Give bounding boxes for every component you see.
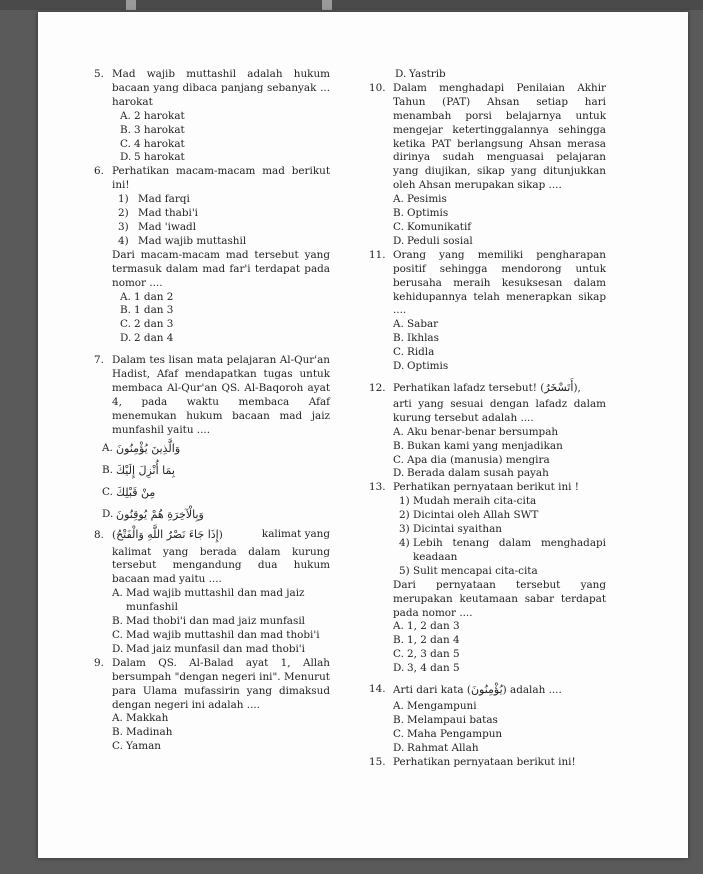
question-number: 11. [369, 248, 386, 261]
option: C. Yaman [112, 740, 161, 753]
option: D. Mad jaiz munfasil dan mad thobi'i [112, 642, 305, 655]
option: C. Apa dia (manusia) mengira [393, 453, 550, 466]
option: B. 3 harokat [120, 123, 185, 136]
question-13 [369, 481, 606, 495]
option: A. 1 dan 2 [120, 290, 174, 303]
option: B. Melampaui batas [393, 713, 498, 726]
list-item: 1) Mudah meraih cita-cita [399, 495, 537, 508]
right-column [369, 68, 606, 770]
arabic-word: يُؤْمِنُونَ [470, 682, 503, 696]
option: B. Bukan kami yang menjadikan [393, 439, 563, 452]
question-text: kalimat yang berada dalam kurung tersebut mengandung dua hukum bacaan mad yaitu .... [112, 545, 330, 586]
arabic-word: أَتَسْخَرُ [544, 381, 574, 395]
question-text: Dari macam-macam mad tersebut yang termasuk dalam mad far'i terdapat pada nomor .... [112, 248, 330, 289]
question-text: Mad wajib muttashil adalah hukum bacaan yang dibaca panjang sebanyak ... harokat [112, 68, 330, 108]
question-number: 12. [369, 381, 386, 394]
question-15 [369, 756, 606, 770]
option: B. Mad thobi'i dan mad jaiz munfasil [112, 615, 305, 628]
list-item: 4) Lebih tenang dalam menghadapi keadaan [399, 537, 606, 563]
option: A. Sabar [393, 318, 439, 331]
question-text: Dari pernyataan tersebut yang merupakan keutamaan sabar terdapat pada nomor .... [393, 578, 606, 619]
question-text-lead: kalimat yang [261, 528, 330, 541]
question-number: 15. [369, 755, 386, 768]
question-5 [94, 68, 330, 110]
question-text: adalah .... [510, 683, 562, 696]
option: D. Optimis [393, 360, 449, 373]
question-text: Dalam tes lisan mata pelajaran Al-Qur'an Hadist, Afaf mendapatkan tugas untuk membaca Al-Qur'an QS. Al-Baqoroh ayat 4, pada waktu membaca Afaf menemukan hukum bacaan mad jaiz munfashil yaitu .... [112, 354, 330, 436]
question-number: 10. [369, 81, 386, 94]
question-text: arti yang sesuai dengan lafadz dalam kurung tersebut adalah .... [393, 397, 606, 424]
option: D. Rahmat Allah [393, 741, 479, 754]
question-number: 7. [94, 354, 104, 367]
question-text: Dalam QS. Al-Balad ayat 1, Allah bersumpah "dengan negeri ini". Menurut para Ulama mufassirin yang dimaksud dengan negeri ini adalah .... [112, 656, 330, 711]
option: A. Mengampuni [393, 700, 477, 713]
option: A. Aku benar-benar bersumpah [393, 425, 559, 438]
question-9 [94, 657, 330, 713]
list-item: 2) Dicintai oleh Allah SWT [399, 509, 539, 522]
option: C. Mad wajib muttashil dan mad thobi'i [112, 629, 320, 641]
question-6 [94, 165, 330, 193]
option: B. Ikhlas [393, 332, 439, 345]
option: C. Komunikatif [393, 220, 472, 233]
option: B. Madinah [112, 726, 173, 739]
question-text: Orang yang memiliki pengharapan positif sehingga mendorong untuk berusaha meraih kesuksesan dalam kehidupannya telah menerapkan sikap .... [393, 248, 606, 317]
option: C. 2 dan 3 [120, 318, 174, 331]
option: C. Ridla [393, 346, 435, 359]
list-item: 3) Dicintai syaithan [399, 523, 502, 536]
left-column [94, 68, 330, 754]
option: C. 4 harokat [120, 137, 185, 150]
scroll-handle[interactable] [322, 0, 332, 10]
question-text: Perhatikan pernyataan berikut ini ! [393, 481, 579, 494]
list-item: 1) Mad farqi [118, 193, 190, 206]
question-number: 8. [94, 528, 104, 541]
question-12: 12. Perhatikan lafadz tersebut! (أَتَسْخَرُ), [369, 381, 581, 395]
option: D. 2 dan 4 [120, 332, 174, 345]
option: A. Pesimis [393, 193, 447, 206]
question-number: 6. [94, 165, 104, 178]
question-text: Dalam menghadapi Penilaian Akhir Tahun (PAT) Ahsan setiap hari menambah porsi belajarnya untuk mengejar ketertinggalannya sehingga ketika PAT berlangsung Ahsan merasa dirinya sudah menguasai pelajaran yang diujikan, sikap yang ditunjukkan oleh Ahsan merupakan sikap .... [393, 81, 606, 192]
question-text: Perhatikan macam-macam mad berikut ini! [112, 165, 330, 192]
option: D. Berada dalam susah payah [393, 467, 549, 480]
option: B. 1 dan 3 [120, 304, 174, 317]
option: A. 1, 2 dan 3 [393, 620, 460, 633]
option: D. Peduli sosial [393, 234, 473, 247]
option: D. 3, 4 dan 5 [393, 662, 460, 675]
arabic-phrase: إِذَا جَاءَ نَصْرُ اللَّهِ وَالْفَتْحُ [116, 528, 219, 542]
question-7 [94, 354, 330, 437]
viewer-top-bar [0, 0, 703, 10]
list-item: 4) Mad wajib muttashil [118, 234, 247, 247]
question-number: 13. [369, 481, 386, 494]
question-text: Arti dari kata [393, 683, 464, 696]
option: A. Mad wajib muttashil dan mad jaiz munfashil [112, 587, 305, 614]
option: D. 5 harokat [120, 151, 185, 164]
question-number: 14. [369, 683, 386, 696]
scroll-handle[interactable] [126, 0, 136, 10]
option: D. Yastrib [395, 68, 446, 80]
question-text: Perhatikan pernyataan berikut ini! [393, 755, 576, 768]
document-page [38, 12, 688, 858]
option: A. Makkah [112, 712, 169, 725]
option: B. بِمَا أُنْزِلَ إِلَيْكَ [102, 463, 175, 477]
option: B. Optimis [393, 207, 449, 220]
question-14: 14. Arti dari kata (يُؤْمِنُونَ) adalah .... [369, 682, 562, 696]
option: B. 1, 2 dan 4 [393, 634, 460, 647]
question-10 [369, 82, 606, 193]
option: C. مِنْ قَبْلِكَ [102, 485, 156, 499]
option: A. 2 harokat [120, 109, 185, 122]
question-text: Perhatikan lafadz tersebut! [393, 382, 537, 395]
list-item: 5) Sulit mencapai cita-cita [399, 564, 538, 577]
question-11 [369, 249, 606, 319]
option: C. Maha Pengampun [393, 727, 503, 740]
option: A. وَالَّذِينَ يُؤْمِنُونَ [102, 441, 181, 455]
list-item: 3) Mad 'iwadl [118, 220, 197, 233]
list-item: 2) Mad thabi'i [118, 207, 199, 220]
option: C. 2, 3 dan 5 [393, 648, 460, 661]
option: D. وَبِالْآخِرَةِ هُمْ يُوقِنُونَ [102, 507, 204, 521]
question-number: 9. [94, 656, 104, 669]
question-8: 8. (إِذَا جَاءَ نَصْرُ اللَّهِ وَالْفَتْحُ) kalimat yang [94, 528, 330, 542]
question-number: 5. [94, 68, 104, 80]
